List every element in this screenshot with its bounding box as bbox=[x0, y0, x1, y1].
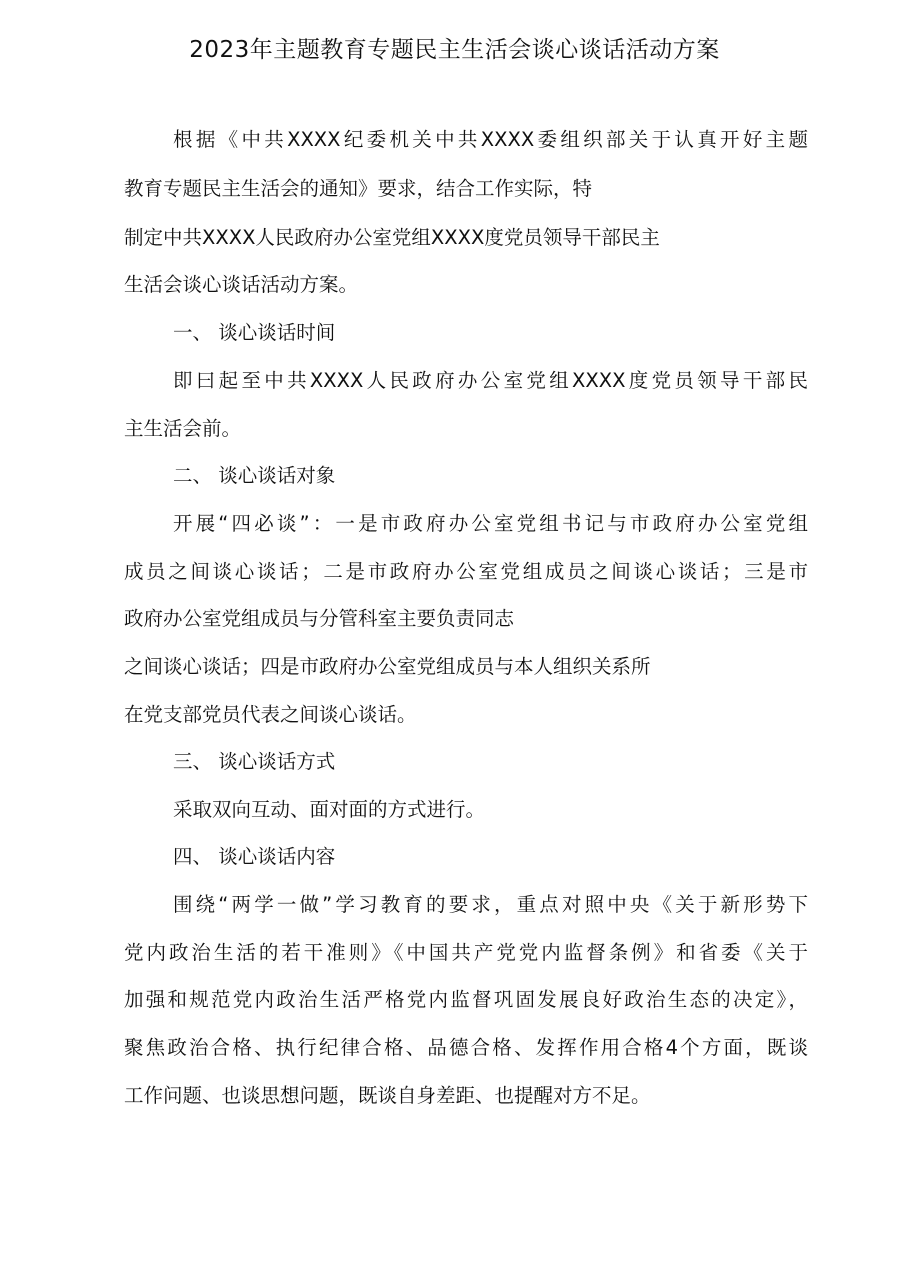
paragraph-line: 采取双向互动、面对面的方式进行。 bbox=[173, 798, 486, 821]
paragraph-line: 围绕“两学一做”学习教育的要求，重点对照中央《关于新形势下 bbox=[173, 893, 808, 916]
document-title: 2023年主题教育专题民主生活会谈心谈话活动方案 bbox=[189, 37, 720, 63]
paragraph-line: 政府办公室党组成员与分管科室主要负责同志 bbox=[124, 607, 515, 630]
section-heading: 四、 谈心谈话内容 bbox=[173, 845, 336, 868]
paragraph-line: 即曰起至中共XXXX人民政府办公室党组XXXX度党员领导干部民 bbox=[173, 369, 808, 392]
section-heading: 一、 谈心谈话时间 bbox=[173, 321, 336, 344]
paragraph-line: 成员之间谈心谈话；二是市政府办公室党组成员之间谈心谈话；三是市 bbox=[124, 560, 808, 583]
paragraph-line: 教育专题民主生活会的通知》要求，结合工作实际，特 bbox=[124, 177, 593, 200]
section-heading: 二、 谈心谈话对象 bbox=[173, 464, 336, 487]
paragraph-line: 根据《中共XXXX纪委机关中共XXXX委组织部关于认真开好主题 bbox=[173, 128, 808, 151]
section-heading: 三、 谈心谈话方式 bbox=[173, 750, 336, 773]
paragraph-line: 之间谈心谈话；四是市政府办公室党组成员与本人组织关系所 bbox=[124, 655, 651, 678]
paragraph-line: 党内政治生活的若干准则》《中国共产党党内监督条例》和省委《关于 bbox=[124, 941, 808, 964]
paragraph-line: 加强和规范党内政治生活严格党内监督巩固发展良好政治生态的决定》， bbox=[124, 988, 808, 1011]
paragraph-line: 生活会谈心谈话活动方案。 bbox=[124, 273, 359, 296]
paragraph-line: 在党支部党员代表之间谈心谈话。 bbox=[124, 703, 417, 726]
paragraph-line: 制定中共XXXX人民政府办公室党组XXXX度党员领导干部民主 bbox=[124, 226, 660, 249]
paragraph-line: 工作问题、也谈思想问题，既谈自身差距、也提醒对方不足。 bbox=[124, 1084, 651, 1107]
paragraph-line: 聚焦政治合格、执行纪律合格、品德合格、发挥作用合格4个方面，既谈 bbox=[124, 1036, 808, 1059]
paragraph-line: 开展“四必谈”：一是市政府办公室党组书记与市政府办公室党组 bbox=[173, 512, 808, 535]
paragraph-line: 主生活会前。 bbox=[124, 417, 242, 440]
